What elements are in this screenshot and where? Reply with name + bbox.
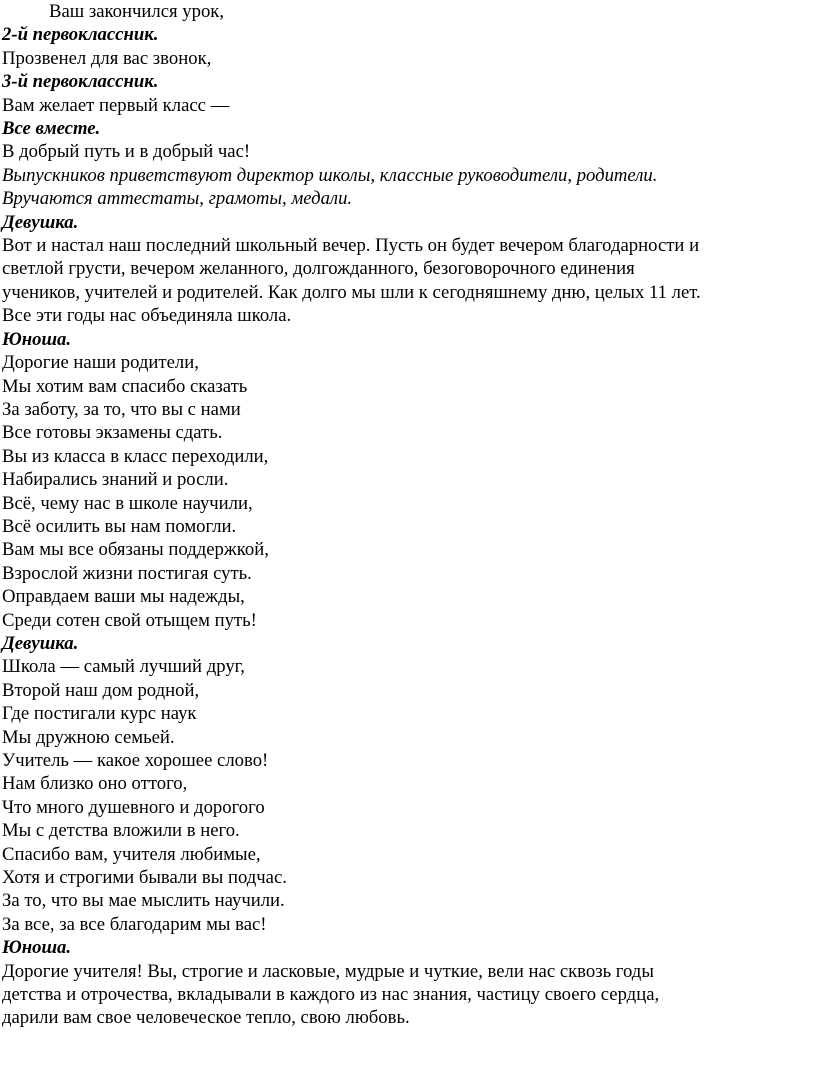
verse-line: Вам желает первый класс — (2, 94, 230, 116)
document-page (2, 0, 812, 1030)
verse-line: За заботу, за то, что вы с нами (2, 398, 241, 420)
verse-line: Второй наш дом родной, (2, 679, 200, 701)
prose-line: светлой грусти, вечером желанного, долгожданного, безоговорочного единения (2, 258, 635, 280)
verse-line: Все готовы экзамены сдать. (2, 422, 223, 444)
verse-line: Вы из класса в класс переходили, (2, 445, 269, 467)
verse-line: Спасибо вам, учителя любимые, (2, 843, 261, 865)
speaker-name: Все вместе. (2, 118, 101, 140)
verse-line: Мы дружною семьей. (2, 726, 175, 748)
verse-line: За то, что вы мае мыслить научили. (2, 890, 285, 912)
verse-line: За все, за все благодарим мы вас! (2, 913, 267, 935)
stage-direction-line: Выпускников приветствуют директор школы, классные руководители, родители. (2, 164, 658, 186)
prose-paragraph (2, 960, 812, 1030)
verse-line: Оправдаем ваши мы надежды, (2, 586, 245, 608)
prose-line: Вот и настал наш последний школьный вечер. Пусть он будет вечером благодарности и (2, 235, 700, 257)
prose-line: Дорогие учителя! Вы, строгие и ласковые, мудрые и чуткие, вели нас сквозь годы (2, 960, 654, 982)
verse-block (2, 47, 812, 70)
verse-block (2, 655, 812, 936)
verse-line: Всё, чему нас в школе научили, (2, 492, 253, 514)
speaker-name: 2-й первоклассник. (2, 24, 159, 46)
speaker-name: Юноша. (2, 328, 72, 350)
verse-line: Всё осилить вы нам помогли. (2, 515, 237, 537)
verse-line: Набирались знаний и росли. (2, 469, 229, 491)
verse-line: Мы хотим вам спасибо сказать (2, 375, 248, 397)
verse-line: Учитель — какое хорошее слово! (2, 750, 269, 771)
speaker-name: Юноша. (2, 937, 72, 959)
verse-line: Что много душевного и дорогого (2, 796, 265, 818)
verse-line: Нам близко оно оттого, (2, 773, 188, 795)
verse-line: Вам мы все обязаны поддержкой, (2, 539, 269, 561)
prose-line: Все эти годы нас объединяла школа. (2, 305, 292, 327)
verse-line: Школа — самый лучший друг, (2, 656, 245, 678)
verse-line: Мы с детства вложили в него. (2, 820, 240, 842)
verse-line: Среди сотен свой отыщем путь! (2, 609, 257, 631)
verse-line: Взрослой жизни постигая суть. (2, 562, 252, 584)
speaker-name: Девушка. (2, 211, 79, 233)
verse-block (2, 140, 812, 163)
verse-line: В добрый путь и в добрый час! (2, 141, 251, 163)
verse-line: Ваш закончился урок, (49, 1, 225, 22)
prose-line: учеников, учителей и родителей. Как долго мы шли к сегодняшнему дню, целых 11 лет. (2, 281, 701, 303)
speaker-name: Девушка. (2, 632, 79, 654)
prose-paragraph (2, 234, 812, 328)
verse-block (2, 94, 812, 117)
stage-direction (2, 164, 812, 211)
prose-line: дарили вам свое человеческое тепло, свою любовь. (2, 1007, 410, 1029)
verse-line: Хотя и строгими бывали вы подчас. (2, 867, 287, 889)
verse-line: Где постигали курс наук (2, 703, 197, 725)
verse-block (2, 351, 812, 632)
verse-block (2, 0, 812, 23)
verse-line: Прозвенел для вас звонок, (2, 47, 212, 69)
stage-direction-line: Вручаются аттестаты, грамоты, медали. (2, 188, 353, 210)
verse-line: Дорогие наши родители, (2, 352, 199, 374)
speaker-name: 3-й первоклассник. (2, 71, 159, 93)
prose-line: детства и отрочества, вкладывали в каждого из нас знания, частицу своего сердца, (2, 984, 660, 1006)
